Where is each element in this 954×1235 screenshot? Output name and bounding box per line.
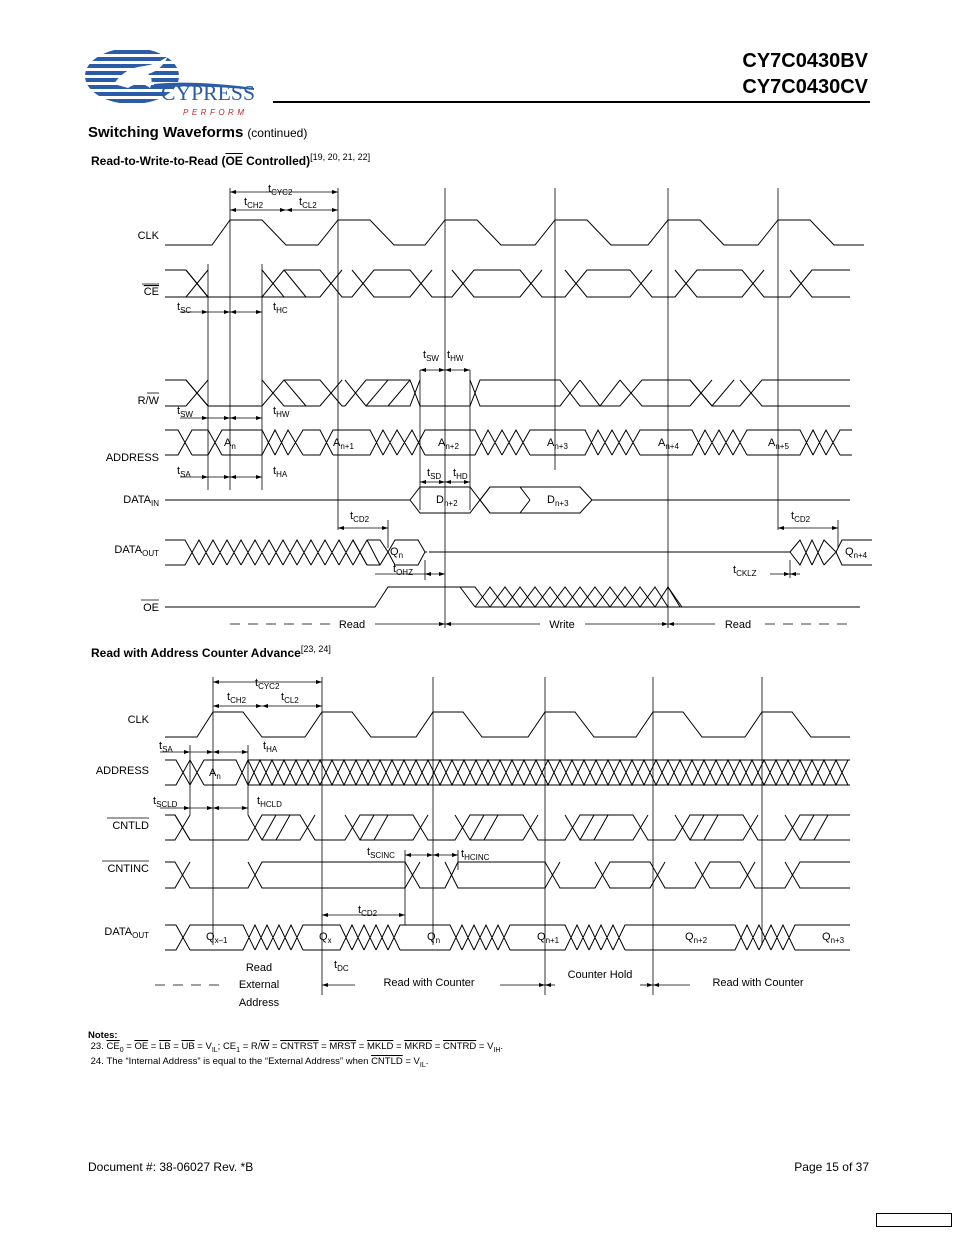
part-number-2: CY7C0430CV (742, 76, 868, 98)
note-24: 24. The “Internal Address” is equal to the “External Address” when CNTLD = $V_{IL}$. (90, 1055, 429, 1069)
diagram1-refs: [19, 20, 21, 22] (310, 152, 371, 162)
d1-rw-waveform (165, 380, 850, 406)
d1-t-sc: $t_{SC}$ (177, 301, 192, 315)
d2-addr-an: $A_n$ (209, 767, 221, 781)
note-fragment: $\overline{W}$ (260, 1041, 270, 1052)
d2-dataout-waveform (165, 925, 850, 950)
d2-cntinc-waveform (165, 862, 850, 888)
d1-clock-reference-lines (208, 188, 838, 628)
d2-phase-read-external-3: Address (238, 997, 280, 1009)
d2-t-ha: $t_{HA}$ (263, 740, 278, 754)
d1-dataout-waveform (165, 540, 872, 565)
d1-label-dataout: $DATA_{OUT}$ (114, 544, 159, 558)
d2-signal-labels (96, 714, 150, 940)
d1-clk-waveform (165, 220, 864, 245)
d1-label-address: ADDRESS (105, 452, 159, 464)
note-fragment: = (318, 1041, 330, 1052)
d1-phase-read-2: Read (724, 619, 752, 631)
d1-t-hc: $t_{HC}$ (273, 301, 288, 315)
d2-phase-read-external-1: Read (245, 962, 273, 974)
d1-signal-labels (106, 230, 160, 614)
d2-label-cntld: CNTLD (112, 820, 149, 832)
note-fragment: = V (194, 1041, 212, 1052)
note-fragment: 1 (236, 1046, 241, 1054)
note-fragment: = (123, 1041, 135, 1052)
note-fragment: The “Internal Address” is equal to the “External Address” when (106, 1055, 372, 1067)
d1-dout-qn4: $Q_{n+4}$ (845, 546, 868, 560)
d2-phase-read-external-2: External (238, 979, 280, 991)
d1-addr-an1: $A_{n+1}$ (333, 437, 354, 451)
diagram1-title: Read-to-Write-to-Read ($\overline{OE}$ Controlled)[19, 20, 21, 22] (91, 152, 371, 168)
note-fragment: MKLD (366, 1041, 394, 1052)
note-fragment: = (356, 1041, 367, 1052)
d2-dout-qx1: $Q_{x-1}$ (206, 931, 228, 945)
d2-dout-qn2: $Q_{n+2}$ (685, 931, 708, 945)
note-fragment: = R/ (240, 1041, 261, 1052)
d1-datain-waveform (165, 487, 850, 513)
d1-t-cl2: $t_{CL2}$ (299, 196, 317, 210)
note-23: 23. $\overline{CE}_0 = \overline{OE} = \overline{LB} = \overline{UB} = V_{IL}$; $CE_1 = R/\overline{W}$ = CNTRST = MRST = MKLD = MKRD = CNTRD = $V_{IH}$. (90, 1041, 504, 1054)
d2-dout-qn: $Q_n$ (427, 931, 441, 945)
footer-doc-number: Document #: 38-06027 Rev. *B (88, 1160, 254, 1174)
d1-dout-qn: $Q_n$ (390, 546, 404, 560)
d1-addr-an5: $A_{n+5}$ (768, 437, 789, 451)
d1-t-sd: $t_{SD}$ (427, 467, 442, 481)
d2-label-clk: CLK (127, 714, 149, 726)
d1-t-ch2: $t_{CH2}$ (244, 196, 264, 210)
note-fragment: $\overline{CE}$ (106, 1041, 120, 1052)
d1-dimension-arrows (180, 192, 838, 574)
note-fragment: $\overline{OE}$ (134, 1041, 149, 1052)
notes (88, 1030, 503, 1071)
d1-label-oe: OE (143, 602, 159, 614)
d1-t-cd2-a: $t_{CD2}$ (350, 510, 370, 524)
d2-clk-waveform (165, 712, 850, 737)
d2-dout-qn3: $Q_{n+3}$ (822, 931, 845, 945)
note-fragment: = (432, 1041, 443, 1052)
d2-t-scld: $t_{SCLD}$ (153, 795, 178, 809)
section-title: Switching Waveforms (continued) (88, 124, 308, 141)
d1-address-waveform (165, 430, 852, 455)
note-fragment: = (269, 1041, 281, 1052)
d1-t-hw-top: $t_{HW}$ (447, 349, 464, 363)
d2-bus-values (206, 767, 845, 945)
d1-addr-an4: $A_{n+4}$ (658, 437, 679, 451)
d2-address-waveform (165, 760, 850, 785)
d1-phase-labels (339, 619, 751, 631)
d1-label-ce: CE (143, 286, 159, 298)
d1-t-cklz: $t_{CKLZ}$ (733, 564, 757, 578)
note-fragment: = V (476, 1041, 494, 1052)
notes-heading: Notes: (88, 1030, 118, 1041)
note-fragment: CNTRD (443, 1041, 477, 1052)
d2-timing-labels (153, 677, 490, 973)
d2-phase-read-counter-1: Read with Counter (383, 977, 475, 989)
note-fragment: $\overline{UB}$ (181, 1041, 195, 1052)
d1-addr-an2: $A_{n+2}$ (438, 437, 459, 451)
diagram2-title: Read with Address Counter Advance[23, 24] (91, 644, 331, 660)
note-fragment: CNTLD (371, 1055, 403, 1067)
note-fragment: ; CE (217, 1041, 237, 1052)
d2-t-hcinc: $t_{HCINC}$ (461, 848, 490, 862)
d1-din-dn3: $D_{n+3}$ (547, 494, 569, 508)
note-fragment: IL (211, 1046, 218, 1054)
d1-label-rw: R/W (137, 395, 159, 407)
logo-wordmark: CYPRESS (161, 81, 255, 105)
logo-tagline: PERFORM (183, 108, 248, 117)
d1-addr-an3: $A_{n+3}$ (547, 437, 568, 451)
d2-t-cl2: $t_{CL2}$ (281, 691, 299, 705)
d2-dout-qx: $Q_x$ (319, 931, 332, 945)
d2-t-ch2: $t_{CH2}$ (227, 691, 247, 705)
note-fragment: IL (419, 1061, 426, 1069)
d2-label-address: ADDRESS (95, 765, 149, 777)
note-fragment: = (170, 1041, 182, 1052)
note-fragment: 0 (119, 1046, 124, 1054)
d1-phase-read-1: Read (338, 619, 366, 631)
d2-t-dc: $t_{DC}$ (334, 959, 349, 973)
diagram2-refs: [23, 24] (300, 644, 331, 654)
d2-label-cntinc: CNTINC (107, 863, 149, 875)
note-fragment: MRST (329, 1041, 357, 1052)
d1-label-clk: CLK (137, 230, 159, 242)
d2-dout-qn1: $Q_{n+1}$ (537, 931, 560, 945)
note-fragment: . (425, 1055, 429, 1067)
d1-t-sa: $t_{SA}$ (177, 465, 191, 479)
note-fragment: = V (402, 1055, 420, 1067)
note-fragment: MKRD (404, 1041, 433, 1052)
d2-t-sa: $t_{SA}$ (159, 740, 173, 754)
d2-t-hcld: $t_{HCLD}$ (257, 795, 282, 809)
note-fragment: . (500, 1041, 504, 1052)
part-number-1: CY7C0430BV (742, 50, 868, 72)
d1-t-sw: $t_{SW}$ (177, 405, 193, 419)
note-fragment: CNTRST (280, 1041, 319, 1052)
note-fragment: = (393, 1041, 405, 1052)
d1-din-dn2: $D_{n+2}$ (436, 494, 458, 508)
d1-addr-an: $A_n$ (224, 437, 236, 451)
section-continued: (continued) (247, 126, 308, 140)
d1-oe-waveform (165, 587, 860, 607)
d2-clock-reference-lines (190, 677, 762, 995)
d1-t-sw-top: $t_{SW}$ (423, 349, 439, 363)
d1-phase-write: Write (549, 619, 575, 631)
d1-t-hd: $t_{HD}$ (453, 467, 468, 481)
d2-cntld-waveform (165, 815, 850, 840)
d1-t-ohz: $t_{OHZ}$ (393, 563, 413, 577)
d1-t-ha: $t_{HA}$ (273, 465, 288, 479)
d2-label-dataout: $DATA_{OUT}$ (104, 926, 149, 940)
d2-t-cd2: $t_{CD2}$ (358, 904, 378, 918)
d2-arrowheads (184, 680, 659, 987)
d1-t-hw: $t_{HW}$ (273, 405, 290, 419)
footer-page-number: Page 15 of 37 (794, 1160, 869, 1174)
d1-t-cyc2: $t_{CYC2}$ (268, 183, 293, 197)
d1-t-cd2-b: $t_{CD2}$ (791, 510, 811, 524)
d1-ce-waveform (165, 270, 850, 297)
d2-t-cyc2: $t_{CYC2}$ (255, 677, 280, 691)
note-fragment: $\overline{LB}$ (159, 1041, 171, 1052)
d2-phase-counter-hold: Counter Hold (567, 969, 633, 981)
note-fragment: = (148, 1041, 159, 1052)
d1-label-datain: $DATA_{IN}$ (123, 494, 159, 508)
note-fragment: IH (493, 1046, 501, 1054)
d2-t-scinc: $t_{SCINC}$ (367, 846, 395, 860)
corner-stamp-box (876, 1213, 952, 1227)
d2-phase-read-counter-2: Read with Counter (712, 977, 804, 989)
